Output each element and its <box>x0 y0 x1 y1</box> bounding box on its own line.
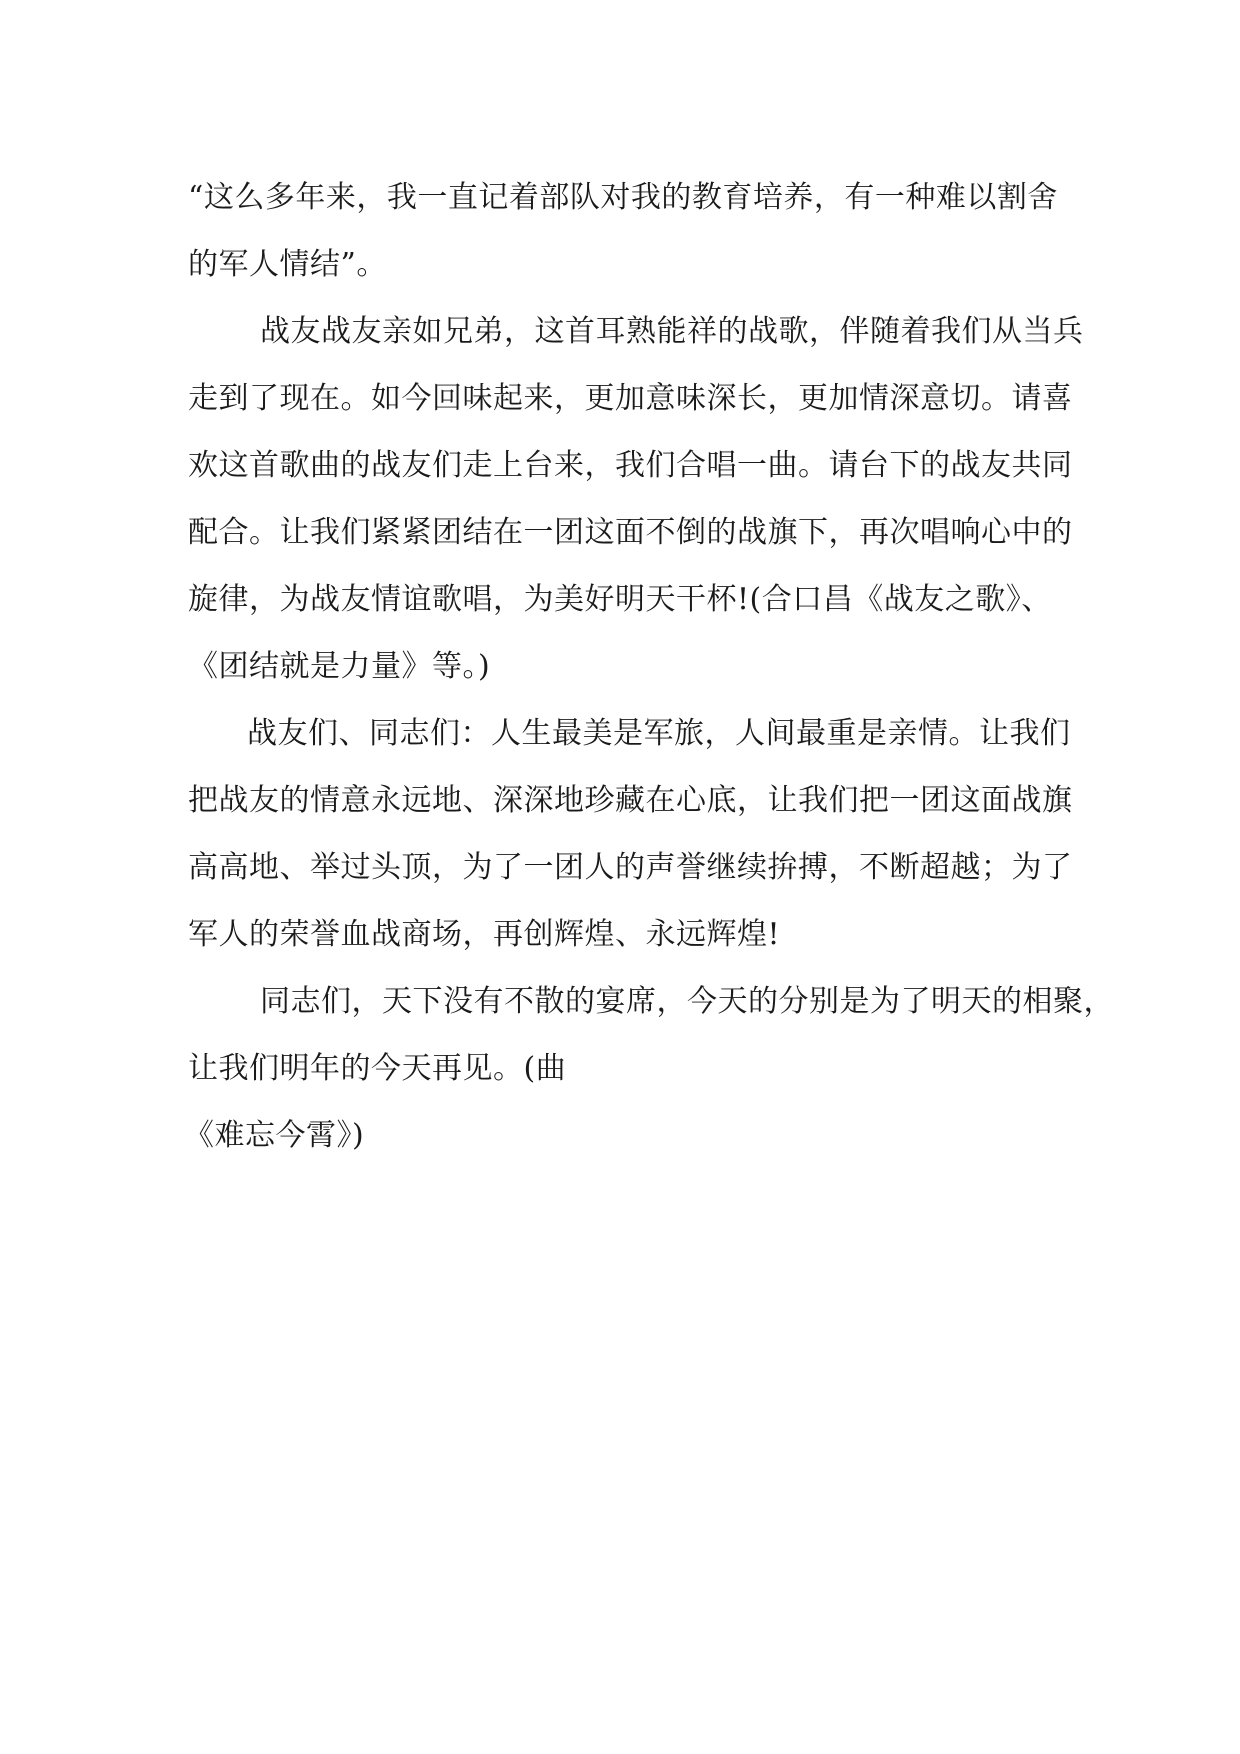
text-line: 配合。让我们紧紧团结在一团这面不倒的战旗下，再次唱响心中的 <box>188 515 1073 550</box>
paragraph-start-line: 同志们，天下没有不散的宴席，今天的分别是为了明天的相聚， <box>260 984 1114 1019</box>
text-line: 让我们明年的今天再见。(曲 <box>188 1051 567 1086</box>
paragraph-start-line: 战友战友亲如兄弟，这首耳熟能祥的战歌，伴随着我们从当兵 <box>260 314 1084 349</box>
paragraph-start-line: 战友们、同志们：人生最美是军旅，人间最重是亲情。让我们 <box>247 716 1071 751</box>
text-line: 旋律，为战友情谊歌唱，为美好明天干杯!(合口昌《战友之歌》、 <box>188 582 1052 617</box>
text-line: 走到了现在。如今回味起来，更加意味深长，更加情深意切。请喜 <box>188 381 1073 416</box>
text-line: 军人的荣誉血战商场，再创辉煌、永远辉煌! <box>188 917 781 952</box>
text-line: 《难忘今霄》) <box>184 1118 365 1153</box>
text-line: 欢这首歌曲的战友们走上台来，我们合唱一曲。请台下的战友共同 <box>188 448 1073 483</box>
text-line: “这么多年来，我一直记着部队对我的教育培养，有一种难以割舍 <box>188 180 1058 215</box>
text-line: 把战友的情意永远地、深深地珍藏在心底，让我们把一团这面战旗 <box>188 783 1073 818</box>
text-line: 的军人情结”。 <box>188 247 387 282</box>
text-line: 高高地、举过头顶，为了一团人的声誉继续拚搏，不断超越；为了 <box>188 850 1073 885</box>
text-line: 《团结就是力量》等。) <box>188 649 491 684</box>
